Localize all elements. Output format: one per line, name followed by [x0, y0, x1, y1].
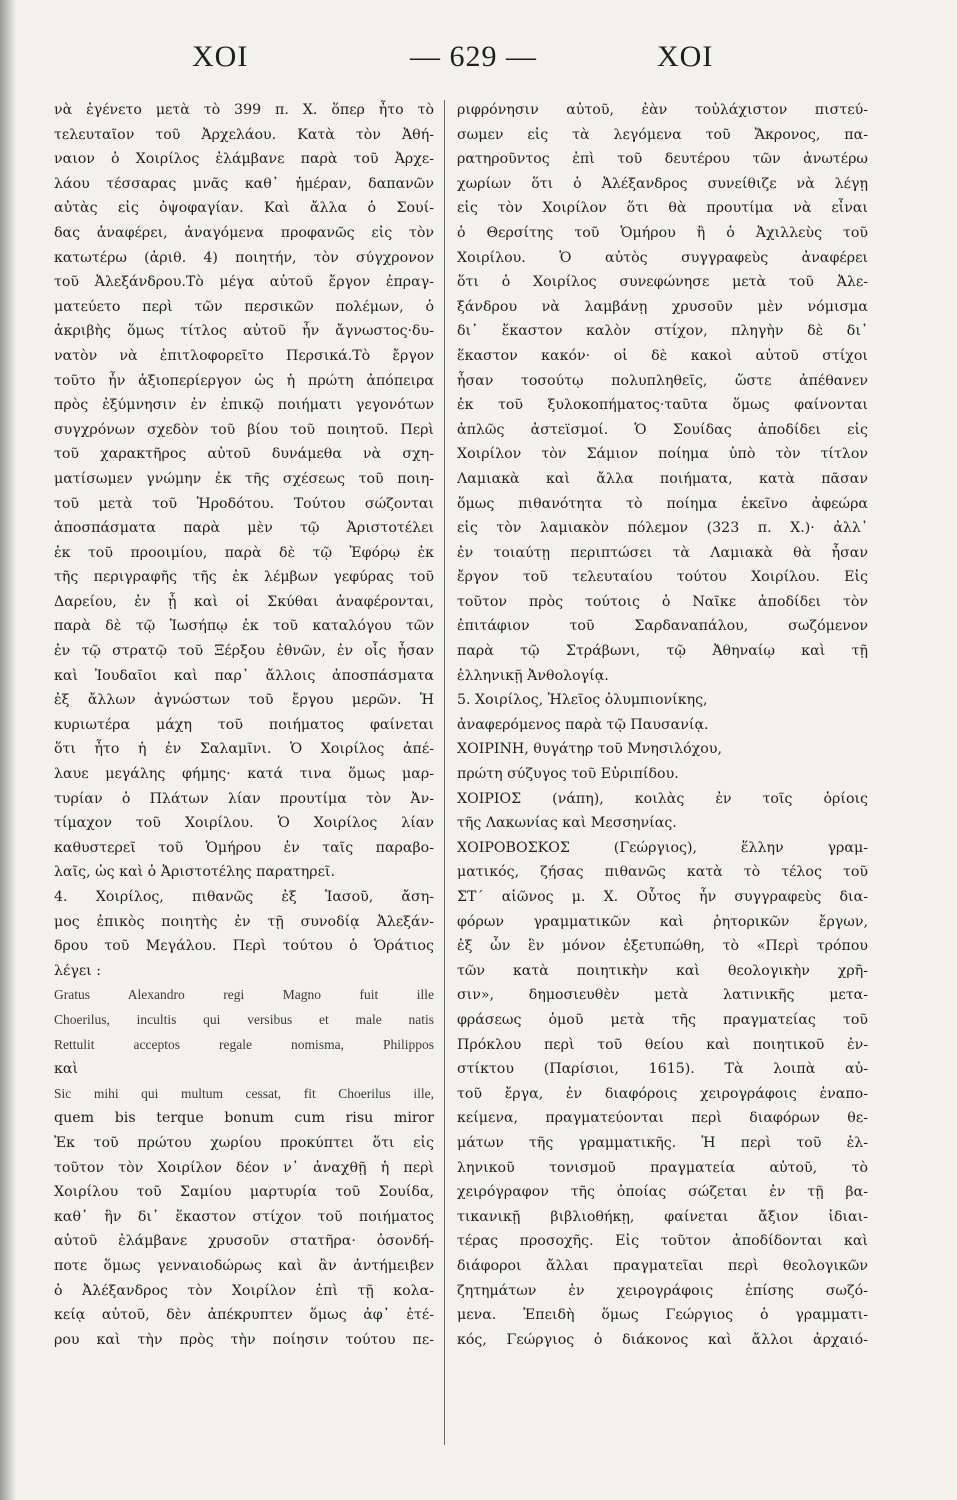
- text-line: ἐν τῷ στρατῷ τοῦ Ξέρξου ἐθνῶν, ἐν οἷς ἦσαν: [54, 643, 434, 660]
- text-line: παρὰ τῷ Στράβωνι, τῷ Ἀθηναίῳ καὶ τῇ: [457, 643, 868, 660]
- text-line: ΧΟΙΡΙΟΣ (νάπη), κοιλὰς ἐν τοῖς ὁρίοις: [457, 790, 868, 807]
- text-line: κυριωτέρα μάχη τοῦ ποιήματος φαίνεται: [54, 716, 434, 733]
- text-line: διάφοροι ἄλλαι πραγματεῖαι περὶ θεολογικῶν: [457, 1257, 868, 1274]
- text-line: λαῖς, ὡς καὶ ὁ Ἀριστοτέλης παρατηρεῖ.: [54, 864, 336, 881]
- column-divider: [444, 100, 445, 1445]
- text-line: ἐν τοιαύτῃ περιπτώσει τὰ Λαμιακὰ θὰ ἦσαν: [457, 544, 868, 561]
- text-line: τοῦ ἔργα, ἐν διαφόροις χειρογράφοις ἐναπο-: [457, 1085, 868, 1102]
- text-line: ἕκαστον κακόν· οἱ δὲ κακοὶ αὐτοῦ στίχοι: [457, 347, 868, 364]
- text-line: ξάνδρου νὰ λαμβάνῃ χρυσοῦν μὲν νόμισμα: [457, 298, 868, 315]
- text-line: νατὸν νὰ ἐπιτλοφορεῖτο Περσικά.Τὸ ἔργον: [54, 347, 434, 364]
- text-line: ἁπλῶς ἀστεϊσμοί. Ὁ Σουίδας ἀποδίδει εἰς: [457, 421, 868, 438]
- text-line: ἦσαν τοσούτῳ πολυπληθεῖς, ὥστε ἀπέθανεν: [457, 372, 868, 389]
- page-spine-shadow: [0, 0, 16, 1500]
- text-line: Gratus Alexandro regi Magno fuit ille: [54, 987, 434, 1003]
- text-line: εἰς τὸν λαμιακὸν πόλεμον (323 π. Χ.)· ἀλλ᾽: [457, 520, 868, 537]
- text-line: ματικός, ζήσας πιθανῶς κατὰ τὸ τέλος τοῦ: [457, 864, 868, 881]
- text-line: ὁ Θερσίτης τοῦ Ὁμήρου ἢ ὁ Ἀχιλλεὺς τοῦ: [457, 224, 868, 241]
- text-line: πρώτη σύζυγος τοῦ Εὐριπίδου.: [457, 766, 679, 783]
- text-line: ἀναφερόμενος παρὰ τῷ Παυσανίᾳ.: [457, 716, 709, 733]
- text-line: τυρίαν ὁ Πλάτων λίαν προυτίμα τὸν Ἀν-: [54, 790, 434, 807]
- text-line: Χοιρίλον τὸν Σάμιον ποίημα ὑπὸ τὸν τίτλον: [457, 446, 868, 463]
- text-line: ὅτι ὁ Χοιρίλος συνεφώνησε μετὰ τοῦ Ἀλε-: [457, 274, 868, 291]
- text-line: ἐξ ὧν ἓν μόνον ἐξετυπώθη, τὸ «Περὶ τρόπου: [457, 938, 868, 955]
- text-line: τοῦ μετὰ τοῦ Ἡροδότου. Τούτου σώζονται: [54, 495, 434, 512]
- text-line: σωμεν εἰς τὰ λεγόμενα τοῦ Ἄκρονος, πα-: [457, 126, 868, 143]
- text-line: quem bis terque bonum cum risu miror: [54, 1110, 434, 1127]
- text-line: πρὸς ἐξύμνησιν ἐν ἐπικῷ ποιήματι γεγονότων: [54, 397, 434, 414]
- text-line: ματίσωμεν γνώμην ἐκ τῆς σχέσεως τοῦ ποιη-: [54, 470, 434, 487]
- text-line: τῆς περιγραφῆς τῆς ἐκ λέμβων γεφύρας τοῦ: [54, 569, 434, 586]
- text-line: ΣΤ΄ αἰῶνος μ. Χ. Οὗτος ἦν συγγραφεὺς δια-: [457, 889, 868, 905]
- text-line: ΧΟΙΡΙΝΗ, θυγάτηρ τοῦ Μνησιλόχου,: [457, 741, 722, 758]
- text-line: κατωτέρω (ἀριθ. 4) ποιητήν, τὸν σύγχρονον: [54, 249, 434, 266]
- text-line: χειρόγραφον τῆς ὁποίας σώζεται ἐν τῇ βα-: [457, 1184, 868, 1201]
- text-line: δρου τοῦ Μεγάλου. Περὶ τούτου ὁ Ὁράτιος: [54, 938, 434, 955]
- text-line: παρὰ δὲ τῷ Ἰωσήπῳ ἐκ τοῦ καταλόγου τῶν: [54, 618, 434, 635]
- text-line: τοῦ χαρακτῆρος αὐτοῦ δυνάμεθα νὰ σχη-: [54, 446, 434, 463]
- text-line: ὅτι ἦτο ἡ ἐν Σαλαμῖνι. Ὁ Χοιρίλος ἀπέ-: [54, 741, 434, 758]
- text-line: Sic mihi qui multum cessat, fit Choerilus ille,: [54, 1085, 434, 1101]
- text-line: ἐπιτάφιον τοῦ Σαρδαναπάλου, σωζόμενον: [457, 618, 868, 635]
- text-line: ριφρόνησιν αὐτοῦ, ἐὰν τοὐλάχιστον πιστεύ-: [457, 102, 868, 118]
- text-line: ρατηροῦντος ἐπὶ τοῦ δευτέρου τῶν ἀνωτέρω: [457, 151, 868, 168]
- text-line: εἰς τὸν Χοιρίλον ὅτι θὰ προυτίμα νὰ εἶναι: [457, 200, 868, 217]
- text-line: Λαμιακὰ καὶ ἄλλα ποιήματα, κατὰ πᾶσαν: [457, 470, 868, 487]
- text-line: συγχρόνων σχεδὸν τοῦ βίου τοῦ ποιητοῦ. Περὶ: [54, 421, 434, 438]
- text-line: ἐξ ἄλλων ἀγνώστων τοῦ ἔργου μερῶν. Ἡ: [54, 692, 434, 709]
- text-line: τοῦτον πρὸς τούτοις ὁ Ναῖκε ἀποδίδει τὸν: [457, 593, 868, 610]
- text-line: ΧΟΙΡΟΒΟΣΚΟΣ (Γεώργιος), ἕλλην γραμ-: [457, 839, 868, 856]
- text-line: Χοιρίλου. Ὁ αὐτὸς συγγραφεὺς ἀναφέρει: [457, 249, 868, 266]
- text-line: κείμενα, πραγματεύονται περὶ διαφόρων θε-: [457, 1110, 868, 1127]
- text-line: ζητημάτων ἐν χειρογράφοις ἐπίσης σωζό-: [457, 1282, 868, 1299]
- text-line: σιν», δημοσιευθὲν μετὰ λατινικῆς μετα-: [457, 987, 868, 1004]
- text-line: λέγει :: [54, 962, 102, 979]
- running-header: [60, 40, 920, 90]
- text-line: ἔργον τοῦ τελευταίου τούτου Χοιρίλου. Εἰς: [457, 569, 868, 586]
- text-line: ἐκ τοῦ προοιμίου, παρὰ δὲ τῷ Ἐφόρῳ ἐκ: [54, 544, 434, 561]
- text-line: δι᾽ ἕκαστον καλὸν στίχον, πληγὴν δὲ δι᾽: [457, 323, 868, 340]
- text-line: τοῦτο ἦν ἀξιοπερίεργον ὡς ἡ πρώτη ἀπόπειρα: [54, 372, 434, 389]
- text-line: Δαρείου, ἐν ᾗ καὶ οἱ Σκύθαι ἀναφέρονται,: [54, 593, 434, 610]
- text-line: τελευταῖον τοῦ Ἀρχελάου. Κατὰ τὸν Ἀθή-: [54, 126, 434, 143]
- text-line: ἀποσπάσματα παρὰ μὲν τῷ Ἀριστοτέλει: [54, 520, 434, 537]
- text-line: ἑλληνικῇ Ἀνθολογίᾳ.: [457, 667, 609, 684]
- text-line: καθ᾽ ἣν δι᾽ ἕκαστον στίχον τοῦ ποιήματος: [54, 1208, 434, 1225]
- text-line: λαυε μεγάλης φήμης· κατά τινα ὅμως μαρ-: [54, 766, 434, 783]
- page-number: — 629 —: [410, 40, 537, 73]
- text-line: Rettulit acceptos regale nomisma, Philippos: [54, 1036, 434, 1052]
- text-line: τίμαχον τοῦ Χοιρίλου. Ὁ Χοιρίλος λίαν: [54, 815, 434, 832]
- text-line: Ἐκ τοῦ πρώτου χωρίου προκύπτει ὅτι εἰς: [54, 1134, 434, 1151]
- text-line: 4. Χοιρίλος, πιθανῶς ἐξ Ἰασοῦ, ἄση-: [54, 889, 434, 905]
- text-line: λάου τέσσαρας μνᾶς καθ᾽ ἡμέραν, δαπανῶν: [54, 175, 434, 192]
- text-line: φράσεως ὁμοῦ μετὰ τῆς πραγματείας τοῦ: [457, 1011, 868, 1028]
- text-line: τικανικῇ βιβλιοθήκῃ, φαίνεται ἄξιον ἰδιαι-: [457, 1208, 868, 1225]
- text-line: ὁ Ἀλέξανδρος τὸν Χοιρίλον ἐπὶ τῇ κολα-: [54, 1282, 434, 1299]
- text-line: στίκτου (Παρίσιοι, 1615). Τὰ λοιπὰ αὐ-: [457, 1061, 868, 1078]
- text-line: κός, Γεώργιος ὁ διάκονος καὶ ἄλλοι ἀρχαιό-: [457, 1331, 868, 1348]
- text-line: αὐτοῦ ἐλάμβανε χρυσοῦν στατῆρα· ὁσονδή-: [54, 1233, 434, 1250]
- text-line: ἀκριβὴς ὅμως τίτλος αὐτοῦ ἦν ἄγνωστος·δυ-: [54, 323, 434, 340]
- text-line: χωρίων ὅτι ὁ Ἀλέξανδρος συνείθιζε νὰ λέγῃ: [457, 175, 868, 192]
- text-line: ρου καὶ τὴν πρὸς τὴν ποίησιν τούτου πε-: [54, 1331, 434, 1348]
- text-line: φόρων γραμματικῶν καὶ ῥητορικῶν ἔργων,: [457, 913, 868, 930]
- text-line: μενα. Ἐπειδὴ ὅμως Γεώργιος ὁ γραμματι-: [457, 1307, 868, 1324]
- header-left-guide-word: ΧΟΙ: [192, 40, 249, 73]
- text-line: τοῦ Ἀλεξάνδρου.Τὸ μέγα αὐτοῦ ἔργον ἐπραγ-: [54, 274, 434, 291]
- text-line: κείᾳ αὐτοῦ, δὲν ἀπέκρυπτεν ὅμως ἀφ᾽ ἑτέ-: [54, 1307, 434, 1324]
- text-line: καὶ: [54, 1061, 79, 1078]
- right-text-column: [457, 98, 868, 1468]
- text-line: ἐκ τοῦ ξυλοκοπήματος·ταῦτα ὅμως φαίνονται: [457, 397, 868, 414]
- text-line: αὐτὰς εἰς ὀψοφαγίαν. Καὶ ἄλλα ὁ Σουί-: [54, 200, 434, 217]
- text-line: καὶ Ἰουδαῖοι καὶ παρ᾽ ἄλλοις ἀποσπάσματα: [54, 667, 434, 684]
- text-line: νὰ ἐγένετο μετὰ τὸ 399 π. Χ. ὅπερ ἦτο τὸ: [54, 102, 434, 118]
- text-line: ληνικοῦ τονισμοῦ πραγματεία αὐτοῦ, τὸ: [457, 1159, 868, 1176]
- text-line: καθυστερεῖ τοῦ Ὁμήρου ἐν ταῖς παραβο-: [54, 839, 434, 856]
- text-line: μος ἐπικὸς ποιητὴς ἐν τῇ συνοδίᾳ Ἀλεξάν-: [54, 913, 434, 930]
- text-line: 5. Χοιρίλος, Ἠλεῖος ὀλυμπιονίκης,: [457, 692, 708, 709]
- text-line: μάτων τῆς γραμματικῆς. Ἡ περὶ τοῦ ἑλ-: [457, 1134, 868, 1151]
- text-line: ὅμως πιθανότητα τὸ ποίημα ἐκεῖνο ἀφεώρα: [457, 495, 868, 512]
- text-line: δας ἀναφέρει, ἀναγόμενα προφανῶς εἰς τὸν: [54, 224, 434, 241]
- text-line: τῆς Λακωνίας καὶ Μεσσηνίας.: [457, 815, 677, 832]
- text-line: Πρόκλου περὶ τοῦ θείου καὶ ποιητικοῦ ἐν-: [457, 1036, 868, 1053]
- header-right-guide-word: ΧΟΙ: [657, 40, 714, 73]
- text-line: ποτε ὅμως γενναιοδώρως καὶ ἂν ἀντήμειβεν: [54, 1257, 434, 1274]
- text-line: ναιον ὁ Χοιρίλος ἐλάμβανε παρὰ τοῦ Ἀρχε-: [54, 151, 434, 168]
- text-line: τῶν κατὰ ποιητικὴν καὶ θεολογικὴν χρῆ-: [457, 962, 868, 979]
- text-line: τέρας προσοχῆς. Εἰς τοῦτον ἀποδίδονται καὶ: [457, 1233, 868, 1250]
- text-line: Χοιρίλου τοῦ Σαμίου μαρτυρία τοῦ Σουίδα,: [54, 1184, 434, 1201]
- left-text-column: [54, 98, 434, 1468]
- text-line: ματεύετο περὶ τῶν περσικῶν πολέμων, ὁ: [54, 298, 434, 315]
- text-line: τοῦτον τὸν Χοιρίλον δέον ν᾽ ἀναχθῇ ἡ περὶ: [54, 1159, 434, 1176]
- text-line: Choerilus, incultis qui versibus et male natis: [54, 1011, 434, 1027]
